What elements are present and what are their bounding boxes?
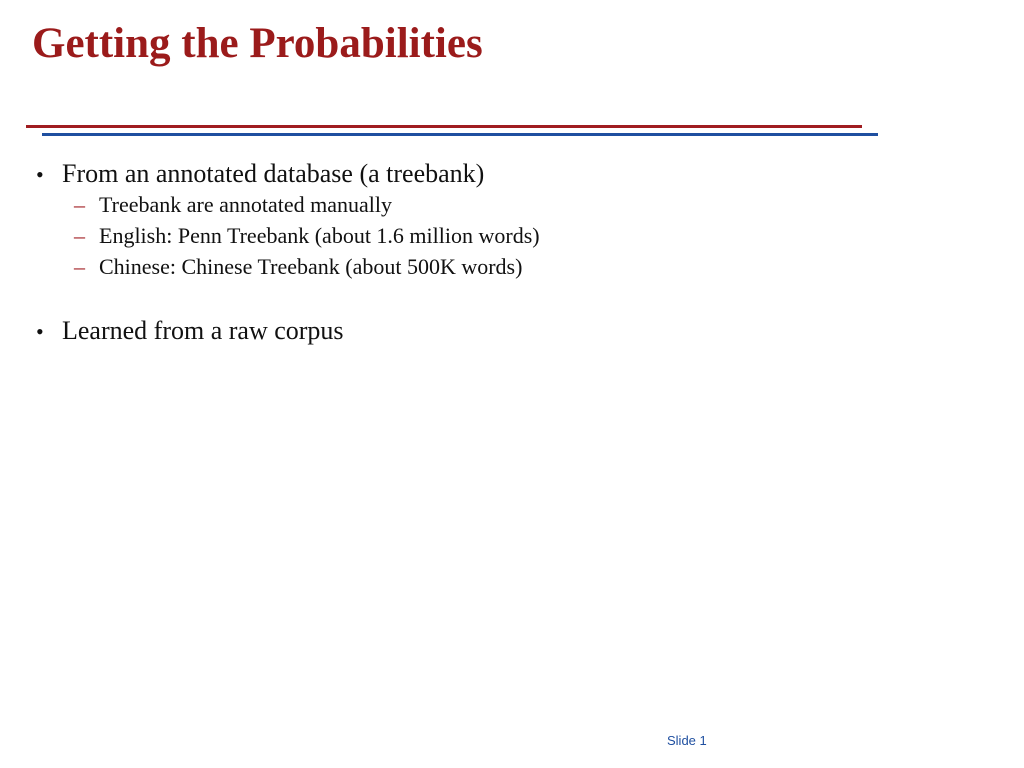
sub-bullet-marker: –: [74, 254, 85, 279]
sub-bullet-marker: –: [74, 192, 85, 217]
bullet-item: [36, 158, 484, 191]
bullet-text: Learned from a raw corpus: [62, 316, 344, 345]
bullet-item: [36, 315, 344, 348]
slide-number: Slide 1: [667, 733, 707, 748]
sub-bullet-item: [74, 191, 392, 219]
title-underline-red: [26, 125, 862, 128]
sub-bullet-text: English: Penn Treebank (about 1.6 million words): [99, 223, 540, 248]
sub-bullet-item: [74, 253, 522, 281]
sub-bullet-marker: –: [74, 223, 85, 248]
bullet-marker: •: [36, 162, 44, 187]
sub-bullet-item: [74, 222, 540, 250]
title-underline-blue: [42, 133, 878, 136]
sub-bullet-text: Chinese: Chinese Treebank (about 500K words): [99, 254, 523, 279]
bullet-text: From an annotated database (a treebank): [62, 159, 485, 188]
slide-title: Getting the Probabilities: [32, 20, 483, 67]
bullet-marker: •: [36, 319, 44, 344]
sub-bullet-text: Treebank are annotated manually: [99, 192, 393, 217]
